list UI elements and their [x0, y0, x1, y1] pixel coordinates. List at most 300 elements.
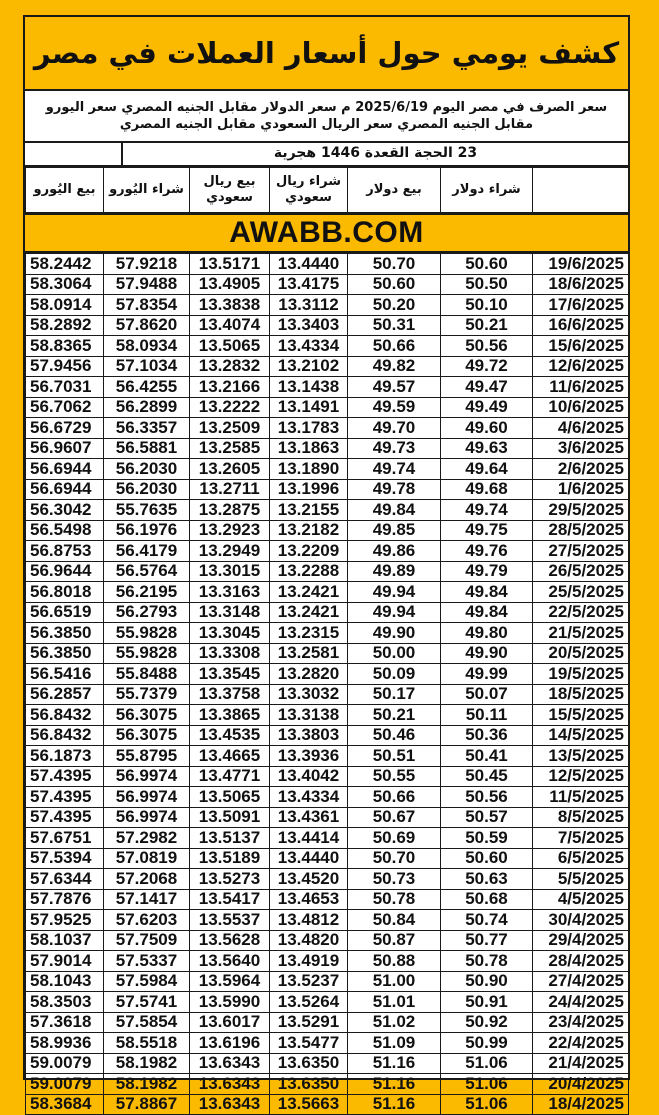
cell-eur-sell: 58.1043 — [26, 971, 104, 992]
cell-usd-sell: 51.16 — [348, 1053, 441, 1074]
cell-eur-buy: 56.9974 — [104, 807, 190, 828]
cell-date: 8/5/2025 — [533, 807, 629, 828]
table-row — [26, 459, 629, 480]
table-row — [26, 787, 629, 808]
cell-usd-sell: 50.20 — [348, 295, 441, 316]
cell-usd-sell: 50.88 — [348, 951, 441, 972]
cell-sar-buy: 13.2421 — [270, 602, 348, 623]
cell-date: 27/4/2025 — [533, 971, 629, 992]
cell-sar-sell: 13.5417 — [190, 889, 270, 910]
cell-eur-buy: 55.8795 — [104, 746, 190, 767]
cell-eur-buy: 57.9218 — [104, 254, 190, 275]
cell-date: 18/4/2025 — [533, 1094, 629, 1115]
cell-usd-buy: 50.99 — [441, 1033, 533, 1054]
table-row — [26, 541, 629, 562]
cell-usd-buy: 51.06 — [441, 1094, 533, 1115]
cell-date: 15/6/2025 — [533, 336, 629, 357]
cell-eur-sell: 58.2892 — [26, 315, 104, 336]
cell-sar-sell: 13.2166 — [190, 377, 270, 398]
cell-eur-sell: 56.1873 — [26, 746, 104, 767]
cell-eur-buy: 57.5741 — [104, 992, 190, 1013]
cell-usd-buy: 49.84 — [441, 602, 533, 623]
cell-eur-sell: 56.9607 — [26, 438, 104, 459]
cell-date: 19/5/2025 — [533, 664, 629, 685]
cell-usd-sell: 51.16 — [348, 1094, 441, 1115]
cell-date: 28/4/2025 — [533, 951, 629, 972]
cell-eur-sell: 56.7062 — [26, 397, 104, 418]
cell-sar-buy: 13.4812 — [270, 910, 348, 931]
cell-eur-buy: 56.3075 — [104, 725, 190, 746]
cell-eur-buy: 56.2195 — [104, 582, 190, 603]
cell-sar-sell: 13.2832 — [190, 356, 270, 377]
table-row — [26, 479, 629, 500]
cell-sar-sell: 13.5065 — [190, 336, 270, 357]
table-row — [26, 1012, 629, 1033]
cell-sar-buy: 13.5291 — [270, 1012, 348, 1033]
cell-usd-buy: 49.68 — [441, 479, 533, 500]
header-row — [26, 168, 629, 213]
cell-date: 29/5/2025 — [533, 500, 629, 521]
cell-date: 19/6/2025 — [533, 254, 629, 275]
cell-usd-buy: 50.63 — [441, 869, 533, 890]
cell-eur-buy: 56.5764 — [104, 561, 190, 582]
table-row — [26, 500, 629, 521]
cell-eur-buy: 56.2030 — [104, 459, 190, 480]
cell-usd-sell: 49.74 — [348, 459, 441, 480]
cell-eur-sell: 56.8432 — [26, 705, 104, 726]
cell-eur-buy: 56.9974 — [104, 787, 190, 808]
cell-sar-sell: 13.2711 — [190, 479, 270, 500]
cell-usd-sell: 49.78 — [348, 479, 441, 500]
cell-usd-sell: 49.73 — [348, 438, 441, 459]
cell-eur-buy: 58.1982 — [104, 1053, 190, 1074]
cell-usd-sell: 50.87 — [348, 930, 441, 951]
cell-date: 17/6/2025 — [533, 295, 629, 316]
cell-eur-sell: 58.9936 — [26, 1033, 104, 1054]
table-row — [26, 828, 629, 849]
cell-usd-sell: 49.84 — [348, 500, 441, 521]
cell-sar-buy: 13.4361 — [270, 807, 348, 828]
cell-usd-sell: 50.51 — [348, 746, 441, 767]
table-row — [26, 889, 629, 910]
cell-eur-sell: 56.6944 — [26, 479, 104, 500]
cell-sar-sell: 13.5137 — [190, 828, 270, 849]
cell-date: 18/6/2025 — [533, 274, 629, 295]
cell-sar-buy: 13.1996 — [270, 479, 348, 500]
cell-eur-buy: 57.8354 — [104, 295, 190, 316]
column-headers — [25, 167, 629, 213]
cell-eur-buy: 56.9974 — [104, 766, 190, 787]
cell-sar-buy: 13.2102 — [270, 356, 348, 377]
cell-sar-buy: 13.4653 — [270, 889, 348, 910]
cell-date: 21/5/2025 — [533, 623, 629, 644]
table-row — [26, 746, 629, 767]
cell-eur-buy: 56.3075 — [104, 705, 190, 726]
cell-eur-sell: 57.5394 — [26, 848, 104, 869]
cell-date: 11/6/2025 — [533, 377, 629, 398]
cell-usd-sell: 51.02 — [348, 1012, 441, 1033]
cell-usd-buy: 49.63 — [441, 438, 533, 459]
cell-eur-buy: 56.2899 — [104, 397, 190, 418]
table-row — [26, 971, 629, 992]
cell-date: 4/5/2025 — [533, 889, 629, 910]
cell-sar-buy: 13.1438 — [270, 377, 348, 398]
table-row — [26, 930, 629, 951]
cell-eur-sell: 56.8753 — [26, 541, 104, 562]
cell-eur-sell: 56.3850 — [26, 623, 104, 644]
cell-sar-sell: 13.5273 — [190, 869, 270, 890]
cell-usd-sell: 50.31 — [348, 315, 441, 336]
cell-sar-buy: 13.4440 — [270, 848, 348, 869]
table-row — [26, 664, 629, 685]
table-row — [26, 848, 629, 869]
cell-usd-sell: 49.89 — [348, 561, 441, 582]
table-row — [26, 336, 629, 357]
cell-eur-sell: 56.6944 — [26, 459, 104, 480]
cell-sar-sell: 13.4771 — [190, 766, 270, 787]
cell-usd-buy: 49.47 — [441, 377, 533, 398]
cell-date: 11/5/2025 — [533, 787, 629, 808]
cell-eur-sell: 58.2442 — [26, 254, 104, 275]
cell-sar-buy: 13.6350 — [270, 1074, 348, 1095]
cell-usd-buy: 50.56 — [441, 336, 533, 357]
cell-eur-sell: 59.0079 — [26, 1074, 104, 1095]
cell-usd-sell: 50.84 — [348, 910, 441, 931]
cell-sar-sell: 13.5065 — [190, 787, 270, 808]
hijri-date-blank — [25, 143, 121, 165]
cell-date: 4/6/2025 — [533, 418, 629, 439]
table-row — [26, 951, 629, 972]
cell-sar-sell: 13.3865 — [190, 705, 270, 726]
table-row — [26, 418, 629, 439]
cell-eur-sell: 56.8432 — [26, 725, 104, 746]
table-row — [26, 1094, 629, 1115]
cell-usd-buy: 50.68 — [441, 889, 533, 910]
cell-sar-buy: 13.5477 — [270, 1033, 348, 1054]
cell-sar-buy: 13.3138 — [270, 705, 348, 726]
cell-sar-buy: 13.3936 — [270, 746, 348, 767]
cell-sar-sell: 13.6196 — [190, 1033, 270, 1054]
header-date — [533, 168, 629, 213]
table-row — [26, 643, 629, 664]
cell-date: 27/5/2025 — [533, 541, 629, 562]
cell-usd-sell: 50.00 — [348, 643, 441, 664]
cell-eur-buy: 55.8488 — [104, 664, 190, 685]
table-row — [26, 315, 629, 336]
cell-sar-sell: 13.5171 — [190, 254, 270, 275]
cell-usd-sell: 50.78 — [348, 889, 441, 910]
cell-sar-buy: 13.2315 — [270, 623, 348, 644]
table-row — [26, 438, 629, 459]
cell-usd-buy: 49.99 — [441, 664, 533, 685]
cell-sar-buy: 13.2155 — [270, 500, 348, 521]
cell-sar-buy: 13.3403 — [270, 315, 348, 336]
cell-usd-sell: 50.70 — [348, 254, 441, 275]
cell-usd-sell: 50.60 — [348, 274, 441, 295]
cell-eur-sell: 57.3618 — [26, 1012, 104, 1033]
cell-usd-buy: 49.49 — [441, 397, 533, 418]
cell-eur-buy: 56.3357 — [104, 418, 190, 439]
cell-sar-sell: 13.5189 — [190, 848, 270, 869]
cell-eur-buy: 57.0819 — [104, 848, 190, 869]
table-row — [26, 602, 629, 623]
table-row — [26, 807, 629, 828]
cell-eur-buy: 56.2793 — [104, 602, 190, 623]
cell-eur-sell: 57.6751 — [26, 828, 104, 849]
cell-usd-buy: 50.74 — [441, 910, 533, 931]
cell-date: 21/4/2025 — [533, 1053, 629, 1074]
cell-usd-buy: 50.11 — [441, 705, 533, 726]
cell-sar-sell: 13.6343 — [190, 1074, 270, 1095]
cell-sar-buy: 13.1491 — [270, 397, 348, 418]
cell-usd-buy: 50.92 — [441, 1012, 533, 1033]
cell-usd-sell: 50.73 — [348, 869, 441, 890]
cell-eur-sell: 56.7031 — [26, 377, 104, 398]
cell-sar-sell: 13.2923 — [190, 520, 270, 541]
cell-sar-buy: 13.1783 — [270, 418, 348, 439]
cell-usd-buy: 50.90 — [441, 971, 533, 992]
cell-eur-sell: 57.4395 — [26, 766, 104, 787]
cell-usd-sell: 49.57 — [348, 377, 441, 398]
header-usd-sell: بيع دولار — [348, 168, 441, 213]
cell-sar-sell: 13.3758 — [190, 684, 270, 705]
cell-sar-buy: 13.3112 — [270, 295, 348, 316]
cell-usd-buy: 50.41 — [441, 746, 533, 767]
cell-sar-buy: 13.4042 — [270, 766, 348, 787]
cell-usd-sell: 51.16 — [348, 1074, 441, 1095]
cell-date: 28/5/2025 — [533, 520, 629, 541]
table-row — [26, 274, 629, 295]
brand-banner: AWABB.COM — [25, 213, 628, 253]
table-row — [26, 1074, 629, 1095]
table-row — [26, 992, 629, 1013]
cell-eur-sell: 56.3042 — [26, 500, 104, 521]
cell-date: 18/5/2025 — [533, 684, 629, 705]
cell-eur-buy: 56.1976 — [104, 520, 190, 541]
cell-eur-buy: 56.5881 — [104, 438, 190, 459]
header-sar-buy: شراء ريال سعودي — [270, 168, 348, 213]
cell-sar-buy: 13.4414 — [270, 828, 348, 849]
cell-eur-buy: 58.0934 — [104, 336, 190, 357]
cell-sar-buy: 13.4175 — [270, 274, 348, 295]
cell-eur-buy: 57.5984 — [104, 971, 190, 992]
table-row — [26, 910, 629, 931]
cell-usd-buy: 49.79 — [441, 561, 533, 582]
table-row — [26, 397, 629, 418]
cell-eur-sell: 56.2857 — [26, 684, 104, 705]
table-row — [26, 869, 629, 890]
cell-sar-sell: 13.2222 — [190, 397, 270, 418]
page-subtitle — [25, 91, 628, 143]
cell-eur-sell: 58.3503 — [26, 992, 104, 1013]
cell-date: 26/5/2025 — [533, 561, 629, 582]
cell-date: 22/5/2025 — [533, 602, 629, 623]
cell-usd-buy: 51.06 — [441, 1053, 533, 1074]
table-row — [26, 1033, 629, 1054]
cell-sar-buy: 13.5663 — [270, 1094, 348, 1115]
cell-sar-sell: 13.5628 — [190, 930, 270, 951]
cell-eur-sell: 56.6729 — [26, 418, 104, 439]
table-row — [26, 725, 629, 746]
cell-sar-buy: 13.2820 — [270, 664, 348, 685]
cell-sar-sell: 13.5091 — [190, 807, 270, 828]
cell-eur-buy: 57.6203 — [104, 910, 190, 931]
cell-date: 7/5/2025 — [533, 828, 629, 849]
cell-eur-buy: 57.8867 — [104, 1094, 190, 1115]
cell-eur-buy: 57.8620 — [104, 315, 190, 336]
cell-usd-sell: 50.55 — [348, 766, 441, 787]
cell-sar-sell: 13.2509 — [190, 418, 270, 439]
cell-sar-sell: 13.4535 — [190, 725, 270, 746]
cell-sar-buy: 13.2421 — [270, 582, 348, 603]
cell-sar-sell: 13.4665 — [190, 746, 270, 767]
cell-sar-buy: 13.2288 — [270, 561, 348, 582]
table-row — [26, 684, 629, 705]
cell-usd-sell: 49.82 — [348, 356, 441, 377]
cell-sar-sell: 13.3163 — [190, 582, 270, 603]
cell-usd-buy: 49.74 — [441, 500, 533, 521]
subtitle-text: سعر الصرف في مصر اليوم 2025/6/19 م سعر الدولار مقابل الجنيه المصري سعر اليورو مقابل الجنيه المصري سعر الريال السعودي مقابل الجنيه المصري — [45, 100, 608, 132]
rates-sheet — [23, 15, 630, 1114]
rates-table-body — [26, 254, 629, 1115]
cell-sar-buy: 13.1890 — [270, 459, 348, 480]
cell-usd-buy: 50.10 — [441, 295, 533, 316]
cell-eur-buy: 56.4179 — [104, 541, 190, 562]
cell-date: 24/4/2025 — [533, 992, 629, 1013]
cell-usd-buy: 50.78 — [441, 951, 533, 972]
cell-usd-sell: 49.94 — [348, 602, 441, 623]
cell-date: 16/6/2025 — [533, 315, 629, 336]
cell-sar-sell: 13.4905 — [190, 274, 270, 295]
table-row — [26, 295, 629, 316]
cell-eur-buy: 55.7635 — [104, 500, 190, 521]
cell-sar-buy: 13.4520 — [270, 869, 348, 890]
cell-eur-sell: 58.3064 — [26, 274, 104, 295]
cell-sar-buy: 13.6350 — [270, 1053, 348, 1074]
cell-eur-buy: 57.7509 — [104, 930, 190, 951]
cell-sar-sell: 13.2875 — [190, 500, 270, 521]
cell-date: 2/6/2025 — [533, 459, 629, 480]
cell-sar-sell: 13.3838 — [190, 295, 270, 316]
cell-usd-buy: 50.56 — [441, 787, 533, 808]
cell-eur-buy: 55.9828 — [104, 623, 190, 644]
cell-usd-sell: 50.67 — [348, 807, 441, 828]
cell-usd-buy: 49.75 — [441, 520, 533, 541]
cell-usd-buy: 49.64 — [441, 459, 533, 480]
cell-eur-sell: 56.3850 — [26, 643, 104, 664]
cell-sar-sell: 13.2605 — [190, 459, 270, 480]
cell-sar-sell: 13.5990 — [190, 992, 270, 1013]
cell-sar-buy: 13.4334 — [270, 336, 348, 357]
cell-sar-buy: 13.2209 — [270, 541, 348, 562]
cell-usd-buy: 49.80 — [441, 623, 533, 644]
cell-date: 1/6/2025 — [533, 479, 629, 500]
cell-eur-buy: 58.5518 — [104, 1033, 190, 1054]
cell-usd-buy: 50.91 — [441, 992, 533, 1013]
cell-usd-sell: 49.86 — [348, 541, 441, 562]
table-row — [26, 766, 629, 787]
cell-sar-buy: 13.4919 — [270, 951, 348, 972]
cell-eur-sell: 57.4395 — [26, 807, 104, 828]
cell-eur-sell: 57.4395 — [26, 787, 104, 808]
cell-eur-sell: 59.0079 — [26, 1053, 104, 1074]
cell-date: 12/6/2025 — [533, 356, 629, 377]
cell-sar-buy: 13.4334 — [270, 787, 348, 808]
cell-usd-buy: 49.90 — [441, 643, 533, 664]
cell-date: 14/5/2025 — [533, 725, 629, 746]
table-row — [26, 356, 629, 377]
cell-usd-sell: 49.85 — [348, 520, 441, 541]
cell-usd-buy: 49.60 — [441, 418, 533, 439]
cell-usd-buy: 49.84 — [441, 582, 533, 603]
cell-eur-buy: 56.2030 — [104, 479, 190, 500]
table-row — [26, 582, 629, 603]
cell-usd-sell: 50.21 — [348, 705, 441, 726]
cell-usd-buy: 50.57 — [441, 807, 533, 828]
cell-usd-sell: 50.66 — [348, 336, 441, 357]
cell-eur-buy: 57.1417 — [104, 889, 190, 910]
cell-eur-buy: 58.1982 — [104, 1074, 190, 1095]
cell-usd-sell: 51.01 — [348, 992, 441, 1013]
header-eur-buy: شراء اليُورو — [104, 168, 190, 213]
cell-sar-sell: 13.5640 — [190, 951, 270, 972]
cell-usd-buy: 51.06 — [441, 1074, 533, 1095]
cell-eur-buy: 57.9488 — [104, 274, 190, 295]
cell-usd-buy: 50.50 — [441, 274, 533, 295]
cell-sar-sell: 13.3545 — [190, 664, 270, 685]
cell-eur-buy: 57.1034 — [104, 356, 190, 377]
cell-eur-buy: 55.7379 — [104, 684, 190, 705]
cell-date: 30/4/2025 — [533, 910, 629, 931]
cell-date: 29/4/2025 — [533, 930, 629, 951]
cell-sar-buy: 13.4820 — [270, 930, 348, 951]
cell-usd-sell: 49.59 — [348, 397, 441, 418]
cell-eur-sell: 57.9014 — [26, 951, 104, 972]
cell-date: 10/6/2025 — [533, 397, 629, 418]
header-eur-sell: بيع اليُورو — [26, 168, 104, 213]
cell-usd-sell: 51.00 — [348, 971, 441, 992]
cell-usd-buy: 50.07 — [441, 684, 533, 705]
cell-usd-buy: 50.45 — [441, 766, 533, 787]
table-row — [26, 1053, 629, 1074]
cell-usd-sell: 49.70 — [348, 418, 441, 439]
cell-usd-sell: 50.09 — [348, 664, 441, 685]
page-title: كشف يومي حول أسعار العملات في مصر — [25, 17, 628, 91]
cell-usd-sell: 50.17 — [348, 684, 441, 705]
hijri-date-row — [25, 143, 628, 167]
cell-eur-sell: 58.0914 — [26, 295, 104, 316]
table-row — [26, 561, 629, 582]
cell-sar-buy: 13.2581 — [270, 643, 348, 664]
cell-usd-buy: 50.21 — [441, 315, 533, 336]
cell-usd-buy: 50.77 — [441, 930, 533, 951]
cell-usd-sell: 50.70 — [348, 848, 441, 869]
cell-eur-sell: 56.5416 — [26, 664, 104, 685]
cell-eur-buy: 57.2982 — [104, 828, 190, 849]
cell-date: 25/5/2025 — [533, 582, 629, 603]
cell-eur-sell: 56.9644 — [26, 561, 104, 582]
cell-eur-sell: 56.5498 — [26, 520, 104, 541]
cell-eur-buy: 56.4255 — [104, 377, 190, 398]
cell-usd-buy: 50.60 — [441, 848, 533, 869]
cell-sar-sell: 13.6017 — [190, 1012, 270, 1033]
cell-sar-buy: 13.5264 — [270, 992, 348, 1013]
header-usd-buy: شراء دولار — [441, 168, 533, 213]
header-sar-sell: بيع ريال سعودي — [190, 168, 270, 213]
cell-date: 23/4/2025 — [533, 1012, 629, 1033]
cell-sar-buy: 13.3803 — [270, 725, 348, 746]
cell-sar-buy: 13.2182 — [270, 520, 348, 541]
